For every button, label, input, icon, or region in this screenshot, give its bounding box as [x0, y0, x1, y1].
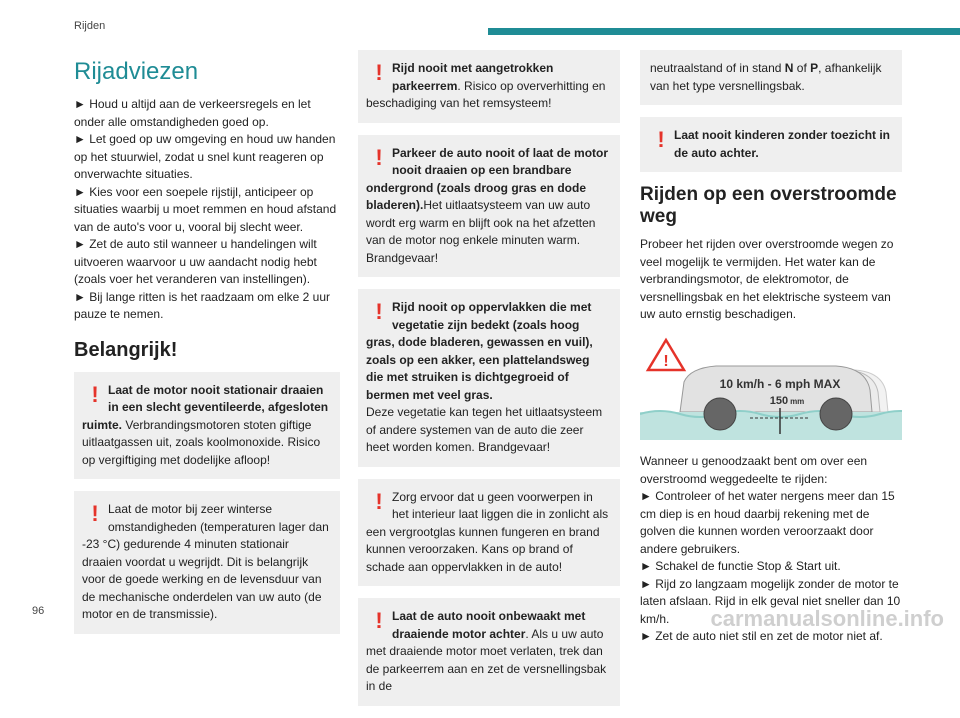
- svg-text:!: !: [663, 352, 669, 370]
- warning-box: [358, 598, 620, 706]
- header-accent-bar: [488, 28, 960, 35]
- flood-heading: Rijden op een overstroomde weg: [640, 184, 897, 227]
- warning-text: Zorg ervoor dat u geen voorwerpen in het interieur laat liggen die in zonlicht als een vergrootglas kunnen fungeren en brand kunnen veroorzaken. Kans op brand of schade aan oppervlakken in de auto!: [366, 489, 609, 574]
- warning-bold: Laat de auto nooit onbewaakt met draaiende motor achter: [392, 609, 586, 641]
- column-2: [358, 50, 620, 718]
- step-item: ► Schakel de functie Stop & Start uit.: [640, 559, 841, 573]
- car-wheel-rear: [820, 398, 852, 430]
- bullet-item: ► Zet de auto stil wanneer u handelingen wilt uitvoeren waarvoor u uw aandacht nodig hebt (zoals voer het veranderen van instellingen).: [74, 237, 317, 286]
- warning-box: [74, 491, 340, 634]
- warning-bold: Rijd nooit met aangetrokken parkeerrem: [392, 61, 554, 93]
- speed-label: 10 km/h - 6 mph MAX: [719, 376, 841, 391]
- continuation-box: [640, 50, 902, 105]
- section-header: Rijden: [74, 20, 106, 32]
- warning-text: Het uitlaatsysteem van uw auto wordt erg warm en blijft ook na het afzetten van de motor nog enkele minuten warm. Brandgevaar!: [366, 198, 596, 265]
- warning-text: Deze vegetatie kan tegen het uitlaatsysteem of andere systemen van de auto die zeer heet worden komen. Brandgevaar!: [366, 405, 603, 454]
- warning-bold: Rijd nooit op oppervlakken die met vegetatie zijn bedekt (zoals hoog gras, dode bladeren, gewassen en vuil), zoals op een akker, een plattelandsweg die met struiken is dichtgegroeid of bermen met veel gras.: [366, 300, 593, 402]
- flooded-road-illustration: [640, 330, 902, 440]
- warning-box: [74, 372, 340, 480]
- column-3: [640, 50, 902, 646]
- warning-box: [640, 117, 902, 172]
- warning-text: . Risico op oververhitting en beschadiging van het remsysteem!: [366, 78, 606, 110]
- exclamation-icon: !: [91, 501, 99, 526]
- warning-bold: Laat de motor nooit stationair draaien in een slecht geventileerde, afgesloten ruimte.: [82, 382, 329, 432]
- step-item: ► Rijd zo langzaam mogelijk zonder de motor te laten afslaan. Rijd in elk geval niet sneller dan 10 km/h.: [640, 576, 901, 626]
- step-item: ► Zet de auto niet stil en zet de motor niet af.: [640, 629, 883, 643]
- warning-text: Laat de motor bij zeer winterse omstandigheden (temperaturen lager dan -23 °C) gedurende 4 minuten stationair draaien voordat u wegrijdt. Dit is belangrijk voor de goede werking en de levensduur van de mechanische onderdelen van uw auto (de motor en de transmissie).: [82, 502, 329, 621]
- bullet-item: ► Houd u altijd aan de verkeersregels en let onder alle omstandigheden goed op.: [74, 97, 311, 129]
- exclamation-icon: !: [375, 608, 383, 633]
- column-1: [74, 50, 340, 646]
- warning-text: Verbrandingsmotoren stoten giftige uitlaatgassen uit, zoals koolmonoxide. Risico op vergiftiging met dodelijke afloop!: [82, 417, 321, 467]
- warning-box: [358, 50, 620, 123]
- page-number: 96: [32, 605, 45, 617]
- exclamation-icon: !: [375, 488, 383, 514]
- bullet-item: ► Bij lange ritten is het raadzaam om elke 2 uur pauze te nemen.: [74, 289, 331, 321]
- warning-text: neutraalstand of in stand N of P, afhankelijk van het type versnellingsbak.: [650, 61, 882, 93]
- warning-bold: Laat nooit kinderen zonder toezicht in de auto achter.: [674, 128, 891, 160]
- warning-text: . Als u uw auto met draaiende motor moet verlaten, trek dan de parkeerrem aan en zet de versnellingsbak in de: [366, 626, 607, 693]
- after-text: Wanneer u genoodzaakt bent om over een overstroomd weggedeelte te rijden:: [640, 454, 868, 486]
- warning-box: [358, 135, 620, 278]
- warning-box: [358, 289, 620, 467]
- watermark: carmanualsonline.info: [710, 606, 944, 631]
- bullet-item: ► Kies voor een soepele rijstijl, anticipeer op situaties waarbij u moet remmen en houd afstand van de auto's voor u, vooral bij slecht weer.: [74, 184, 337, 234]
- bullet-item: ► Let goed op uw omgeving en houd uw handen op het stuurwiel, zodat u snel kunt reageren op onverwachte situaties.: [74, 132, 336, 181]
- exclamation-icon: !: [375, 144, 383, 170]
- intro-text: Probeer het rijden over overstroomde wegen zo veel mogelijk te vermijden. Het water kan de verbrandingsmotor, de elektromotor, de versnellingsbak en het elektrische systeem van uw auto ernstig beschadigen.: [640, 237, 894, 321]
- depth-label: 150 mm: [769, 394, 805, 407]
- exclamation-icon: !: [375, 60, 383, 85]
- exclamation-icon: !: [657, 127, 665, 152]
- important-heading: Belangrijk!: [74, 338, 178, 361]
- warning-box: [358, 479, 620, 587]
- exclamation-icon: !: [375, 299, 383, 324]
- car-wheel-front: [704, 398, 736, 430]
- page-title: Rijadviezen: [74, 58, 199, 85]
- warning-bold: Parkeer de auto nooit of laat de motor nooit draaien op een brandbare ondergrond (zoals droog gras en dode bladeren).: [366, 145, 609, 212]
- exclamation-icon: !: [91, 381, 99, 407]
- step-item: ► Controleer of het water nergens meer dan 15 cm diep is en houd daarbij rekening met de golven die kunnen worden veroorzaakt door andere gebruikers.: [640, 489, 895, 556]
